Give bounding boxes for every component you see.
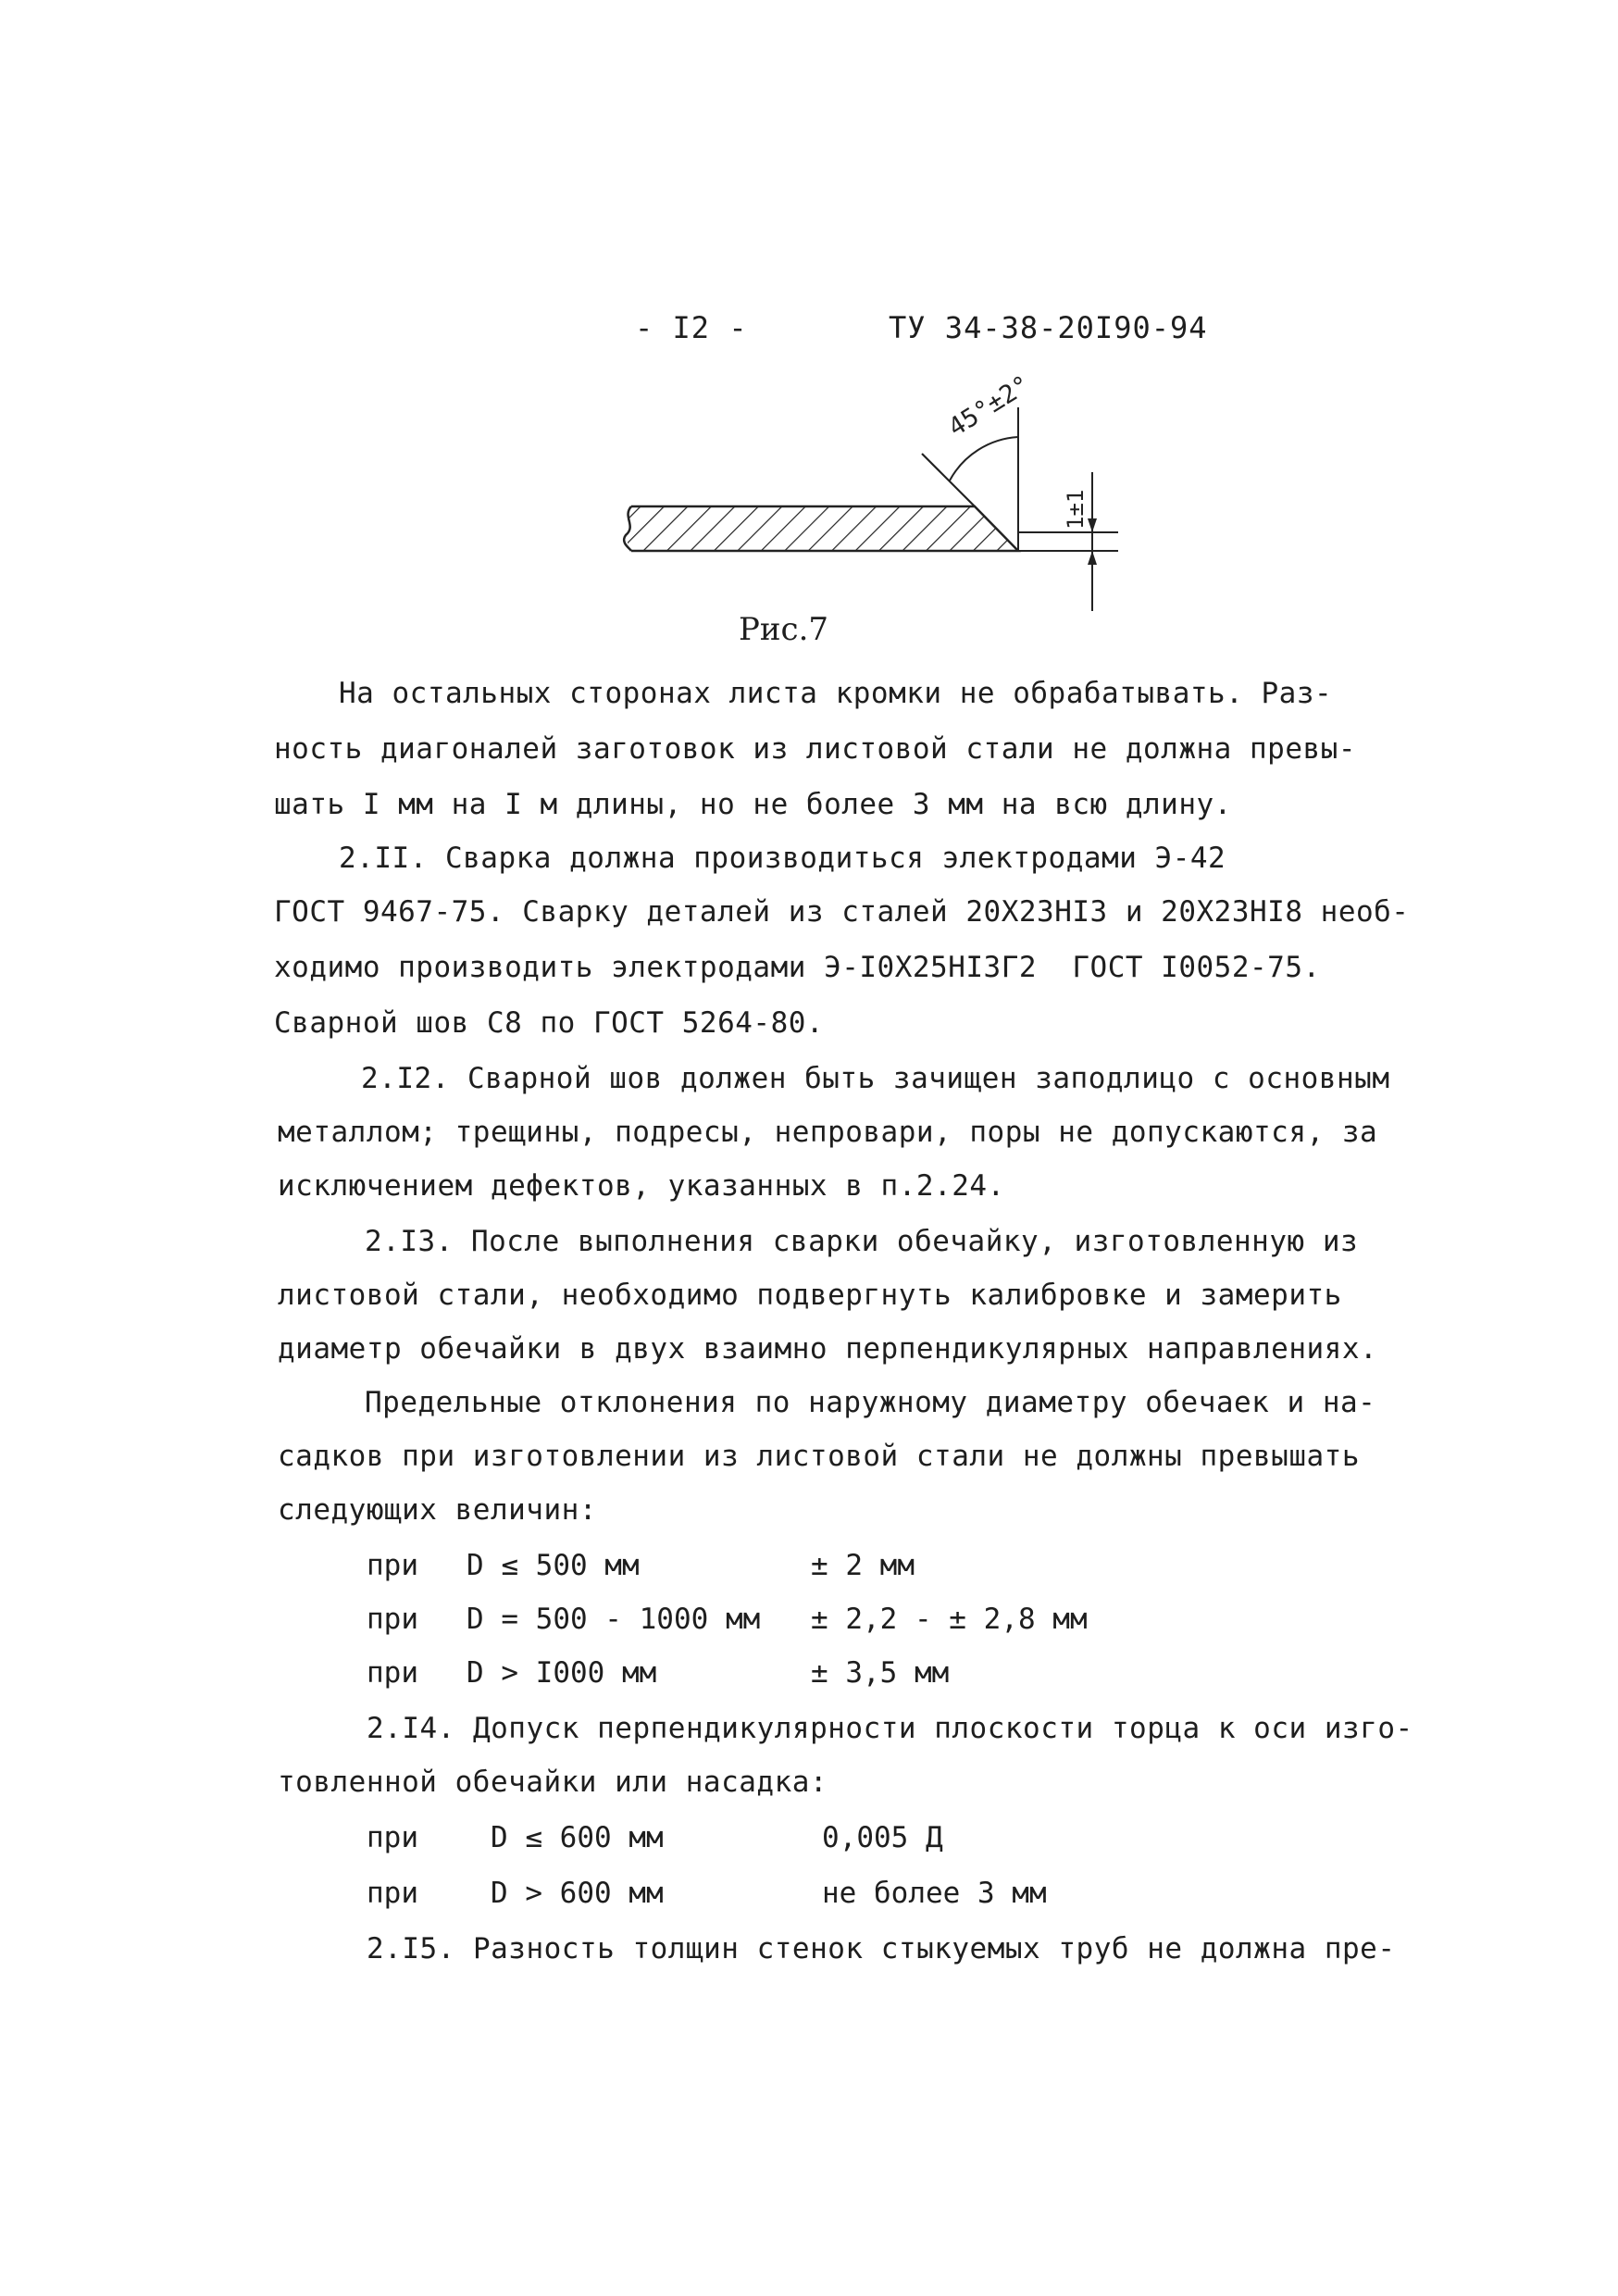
row-condition: D ≤ 500 мм [467, 1549, 640, 1582]
row-value: ± 2 мм [811, 1549, 915, 1582]
paragraph-line: шать I мм на I м длины, но не более 3 мм на всю длину. [274, 788, 1232, 821]
dim-arrow-top [1088, 518, 1097, 532]
paragraph-line: листовой стали, необходимо подвергнуть калибровке и замерить [278, 1279, 1342, 1312]
paragraph-line: товленной обечайки или насадка: [278, 1766, 828, 1799]
row-value: 0,005 Д [822, 1821, 943, 1854]
row-value: ± 3,5 мм [811, 1656, 950, 1690]
row-condition: D ≤ 600 мм [491, 1821, 664, 1854]
row-condition: D = 500 - 1000 мм [467, 1603, 761, 1636]
row-value: не более 3 мм [822, 1877, 1047, 1910]
row-condition: D > I000 мм [467, 1656, 657, 1690]
paragraph-line: ГОСТ 9467-75. Сварку деталей из сталей 20Х23НI3 и 20Х23НI8 необ- [274, 895, 1410, 929]
angle-label: 45°±2° [943, 370, 1036, 443]
paragraph-line: 2.I5. Разность толщин стенок стыкуемых труб не должна пре- [367, 1932, 1396, 1965]
paragraph-line: Предельные отклонения по наружному диаметру обечаек и на- [365, 1386, 1376, 1419]
paragraph-line: ходимо производить электродами Э-I0Х25НI3Г2 ГОСТ I0052-75. [274, 951, 1321, 984]
dim-arrow-bottom [1088, 551, 1097, 565]
dimension-label: 1±1 [1063, 489, 1089, 530]
page-number: - I2 - [635, 310, 748, 345]
paragraph-line: исключением дефектов, указанных в п.2.24. [278, 1169, 1005, 1203]
paragraph-line: Сварной шов С8 по ГОСТ 5264-80. [274, 1006, 825, 1040]
row-prefix: при [367, 1877, 418, 1910]
row-prefix: при [367, 1603, 418, 1636]
paragraph-line: 2.I4. Допуск перпендикулярности плоскости торца к оси изго- [367, 1712, 1413, 1745]
figure-caption: Рис.7 [739, 611, 829, 648]
paragraph-line: металлом; трещины, подресы, непровари, поры не допускаются, за [278, 1116, 1378, 1149]
edge-bevel-drawing [611, 370, 1129, 611]
row-prefix: при [367, 1656, 418, 1690]
paragraph-line: 2.II. Сварка должна производиться электродами Э-42 [339, 842, 1226, 875]
paragraph-line: садков при изготовлении из листовой стали не должны превышать [278, 1440, 1360, 1473]
paragraph-line: ность диагоналей заготовок из листовой стали не должна превы- [274, 732, 1356, 766]
paragraph-line: На остальных сторонах листа кромки не обрабатывать. Раз- [339, 677, 1333, 710]
angle-arc [950, 437, 1018, 480]
document-code: ТУ 34-38-20I90-94 [889, 310, 1208, 345]
row-value: ± 2,2 - ± 2,8 мм [811, 1603, 1088, 1636]
figure-7-drawing [611, 370, 1129, 611]
paragraph-line: следующих величин: [278, 1493, 597, 1527]
row-prefix: при [367, 1821, 418, 1854]
paragraph-line: диаметр обечайки в двух взаимно перпендикулярных направлениях. [278, 1332, 1378, 1366]
bevel-extension-line [922, 454, 975, 506]
row-prefix: при [367, 1549, 418, 1582]
row-condition: D > 600 мм [491, 1877, 664, 1910]
paragraph-line: 2.I3. После выполнения сварки обечайку, изготовленную из [365, 1225, 1359, 1258]
paragraph-line: 2.I2. Сварной шов должен быть зачищен заподлицо с основным [361, 1062, 1390, 1095]
page-header [0, 310, 1618, 356]
plate-section [624, 506, 1026, 551]
